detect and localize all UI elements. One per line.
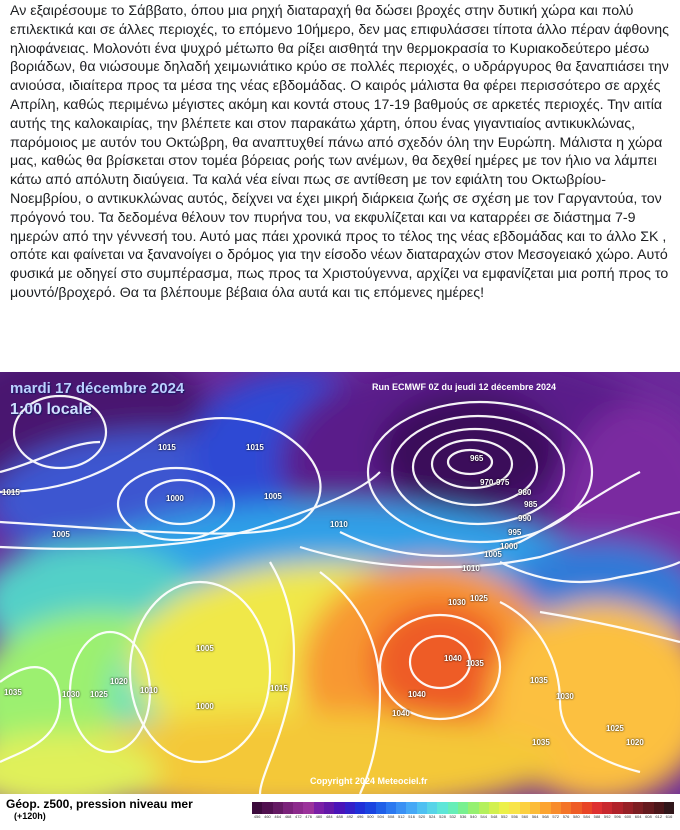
legend-swatch [582, 802, 592, 814]
isobar-label: 1010 [330, 520, 348, 529]
isobar-label: 1020 [110, 677, 128, 686]
isobar-label: 1015 [270, 684, 288, 693]
legend-tick: 516 [408, 814, 415, 819]
legend-tick: 576 [562, 814, 570, 819]
legend-tick: 584 [583, 814, 590, 819]
isobar-label: 1035 [466, 659, 484, 668]
legend-tick: 524 [428, 814, 436, 819]
legend-swatch [520, 802, 530, 814]
legend-title: Géop. z500, pression niveau mer [6, 797, 193, 811]
legend-swatch [592, 802, 602, 814]
legend-tick: 504 [377, 814, 385, 819]
legend-swatch [396, 802, 406, 814]
legend-tick-labels [252, 814, 674, 822]
legend-swatch [303, 802, 313, 814]
legend-tick: 496 [356, 814, 364, 819]
legend-tick: 484 [325, 814, 333, 819]
legend-swatch [664, 802, 674, 814]
legend-tick: 488 [336, 814, 343, 819]
isobar-label: 1015 [158, 443, 176, 452]
isobar-label: 1035 [530, 676, 548, 685]
legend-tick: 468 [284, 814, 292, 819]
weather-map-image[interactable] [0, 372, 680, 794]
legend-swatch [633, 802, 643, 814]
legend-tick: 500 [367, 814, 374, 819]
legend-tick: 616 [665, 814, 673, 819]
legend-tick: 580 [573, 814, 580, 819]
isobar-label: 1035 [4, 688, 22, 697]
legend-swatch [468, 802, 478, 814]
legend-tick: 540 [470, 814, 477, 819]
isobar-label: 1025 [606, 724, 624, 733]
legend-swatch [654, 802, 664, 814]
legend-tick: 608 [645, 814, 652, 819]
legend-tick: 604 [634, 814, 642, 819]
legend-swatch [386, 802, 396, 814]
legend-swatch [499, 802, 509, 814]
legend-tick: 508 [387, 814, 395, 819]
legend-swatch [406, 802, 416, 814]
legend-tick: 552 [500, 814, 508, 819]
isobar-label: 980 [518, 488, 532, 497]
legend-tick: 472 [294, 814, 302, 819]
legend-swatch [448, 802, 458, 814]
isobar-label: 985 [524, 500, 538, 509]
legend-swatch [509, 802, 519, 814]
legend-tick: 532 [449, 814, 457, 819]
map-run-label: Run ECMWF 0Z du jeudi 12 décembre 2024 [372, 382, 557, 392]
legend-swatch [345, 802, 355, 814]
legend-tick: 560 [521, 814, 529, 819]
legend-swatch [334, 802, 344, 814]
legend-swatch [571, 802, 581, 814]
isobar-label: 1000 [166, 494, 184, 503]
geopotential-map-graphic [0, 372, 680, 794]
legend-tick: 464 [274, 814, 282, 819]
isobar-label: 965 [470, 454, 484, 463]
legend-swatch [324, 802, 334, 814]
isobar-label: 995 [508, 528, 522, 537]
legend-tick: 548 [490, 814, 498, 819]
isobar-label: 1040 [408, 690, 426, 699]
isobar-label: 1040 [392, 709, 410, 718]
legend-swatch [273, 802, 283, 814]
legend-swatch [262, 802, 272, 814]
isobar-label: 1025 [90, 690, 108, 699]
legend-swatch [561, 802, 571, 814]
legend-tick: 592 [603, 814, 611, 819]
isobar-label: 990 [518, 514, 532, 523]
legend-swatch [551, 802, 561, 814]
isobar-label: 1015 [246, 443, 264, 452]
map-date-label: mardi 17 décembre 2024 [10, 380, 185, 397]
legend-swatch [283, 802, 293, 814]
legend-swatch [458, 802, 468, 814]
legend-swatch [540, 802, 550, 814]
legend-tick: 572 [552, 814, 560, 819]
legend-tick: 480 [315, 814, 323, 819]
legend-tick: 544 [480, 814, 488, 819]
legend-tick: 556 [511, 814, 518, 819]
legend-swatch [489, 802, 499, 814]
isobar-label: 1005 [484, 550, 502, 559]
isobar-label: 975 [496, 478, 510, 487]
legend-tick: 536 [459, 814, 467, 819]
isobar-label: 1040 [444, 654, 462, 663]
legend-tick: 588 [593, 814, 601, 819]
legend-swatch [479, 802, 489, 814]
isobar-label: 1005 [264, 492, 282, 501]
isobar-label: 1015 [2, 488, 20, 497]
isobar-label: 1030 [448, 598, 466, 607]
legend-swatch [602, 802, 612, 814]
legend-tick: 492 [346, 814, 354, 819]
isobar-label: 1025 [470, 594, 488, 603]
legend-swatch [530, 802, 540, 814]
isobar-label: 1010 [140, 686, 158, 695]
legend-swatch [314, 802, 324, 814]
legend-tick: 600 [624, 814, 632, 819]
legend-swatch [376, 802, 386, 814]
isobar-label: 1005 [52, 530, 70, 539]
legend-swatch [365, 802, 375, 814]
map-legend [0, 794, 680, 830]
isobar-label: 1020 [626, 738, 644, 747]
legend-tick: 568 [542, 814, 549, 819]
legend-swatch [355, 802, 365, 814]
post-body-text: Αν εξαιρέσουμε το Σάββατο, όπου μια ρηχή διαταραχή θα δώσει βροχές στην δυτική χώρα και πολύ επιλεκτικά και σε άλλες περιοχές, το επόμενο 10ήμερο, δεν μας επιφυλάσσει τίποτα άλλο πέραν άφθονης ηλιοφάνειας. Μολονότι ένα ψυχρό μέτωπο θα ρίξει αισθητά την θερμοκρασία το Κυριακοδεύτερο μέσω βοριάδων, θα νιώσουμε δηλαδή χειμωνιάτικο κρύο σε πολλές περιοχές, ο υδράργυρος θα ξαναπιάσει την ανιούσα, ιδιαίτερα προς τα μέσα της νέας εβδομάδας. Ο καιρός μάλιστα θα φέρει περισσότερο σε αρχές Απρίλη, καθώς περιμένω μέγιστες ακόμη και κοντά στους 17-19 βαθμούς σε αρκετές περιοχές. Την αιτία αυτής της καλοκαιρίας, την βλέπετε και στον παρακάτω χάρτη, όπου ένας γιγαντιαίος αντικυκλώνας, παρόμοιος με αυτόν του Οκτώβρη, θα αναπτυχθεί πάνω από σχεδόν όλη την Ευρώπη. Μάλιστα η χώρα μας, καθώς θα βρίσκεται στον τομέα βόρειας ροής των ανέμων, θα δεχθεί ημέρες με τον ήλιο να λάμπει κάτω από απόλυτη διαύγεια. Τα καλά νέα είναι πως σε αντίθεση με τον εφιάλτη του Οκτωβρίου-Νοεμβρίου, ο αντικυκλώνας αυτός, δείχνει να έχει μικρή διάρκεια ζωής σε σχέση με τον Γαργαντούα, τον πρόγονό του. Τα δεδομένα θέλουν τον πυρήνα του, να εκφυλίζεται και να καταρρέει σε διάστημα 7-9 ημερών από την γέννεσή του. Αυτό μας πάει χρονικά προς το τέλος της νέας εβδομάδας και το άλλο ΣΚ , οπότε και φαίνεται να ξανανοίγει ο δρόμος για την είσοδο νέων διαταραχών στον Μεσογειακό χώρο. Αυτό φυσικά με οδηγεί στο συμπέρασμα, πως προς τα Χριστούγεννα, αρχίζει να εμφανίζεται μια ροπή προς το μουντό/βροχερό. Θα τα βλέπουμε βέβαια όλα αυτά και τις επόμενες ημέρες! [10, 3, 670, 301]
legend-swatch [643, 802, 653, 814]
legend-swatch [437, 802, 447, 814]
legend-tick: 460 [264, 814, 271, 819]
legend-tick: 564 [531, 814, 539, 819]
legend-tick: 476 [305, 814, 312, 819]
isobar-label: 1030 [62, 690, 80, 699]
legend-swatch [293, 802, 303, 814]
isobar-label: 1000 [196, 702, 214, 711]
isobar-label: 970 [480, 478, 494, 487]
map-copyright-label: Copyright 2024 Meteociel.fr [310, 776, 428, 786]
isobar-label: 1010 [462, 564, 480, 573]
isobar-label: 1005 [196, 644, 214, 653]
isobar-label: 1030 [556, 692, 574, 701]
isobar-label: 1000 [500, 542, 518, 551]
legend-color-scale [252, 802, 674, 814]
legend-swatch [252, 802, 262, 814]
legend-tick: 596 [614, 814, 621, 819]
legend-tick: 528 [439, 814, 446, 819]
legend-tick: 456 [253, 814, 261, 819]
isobar-label: 1035 [532, 738, 550, 747]
legend-swatch [427, 802, 437, 814]
legend-swatch [612, 802, 622, 814]
legend-tick: 512 [397, 814, 405, 819]
legend-swatch [417, 802, 427, 814]
legend-subtitle: (+120h) [14, 811, 46, 821]
legend-tick: 520 [418, 814, 426, 819]
legend-tick: 612 [655, 814, 663, 819]
map-time-label: 1:00 locale [10, 401, 92, 418]
legend-swatch [623, 802, 633, 814]
